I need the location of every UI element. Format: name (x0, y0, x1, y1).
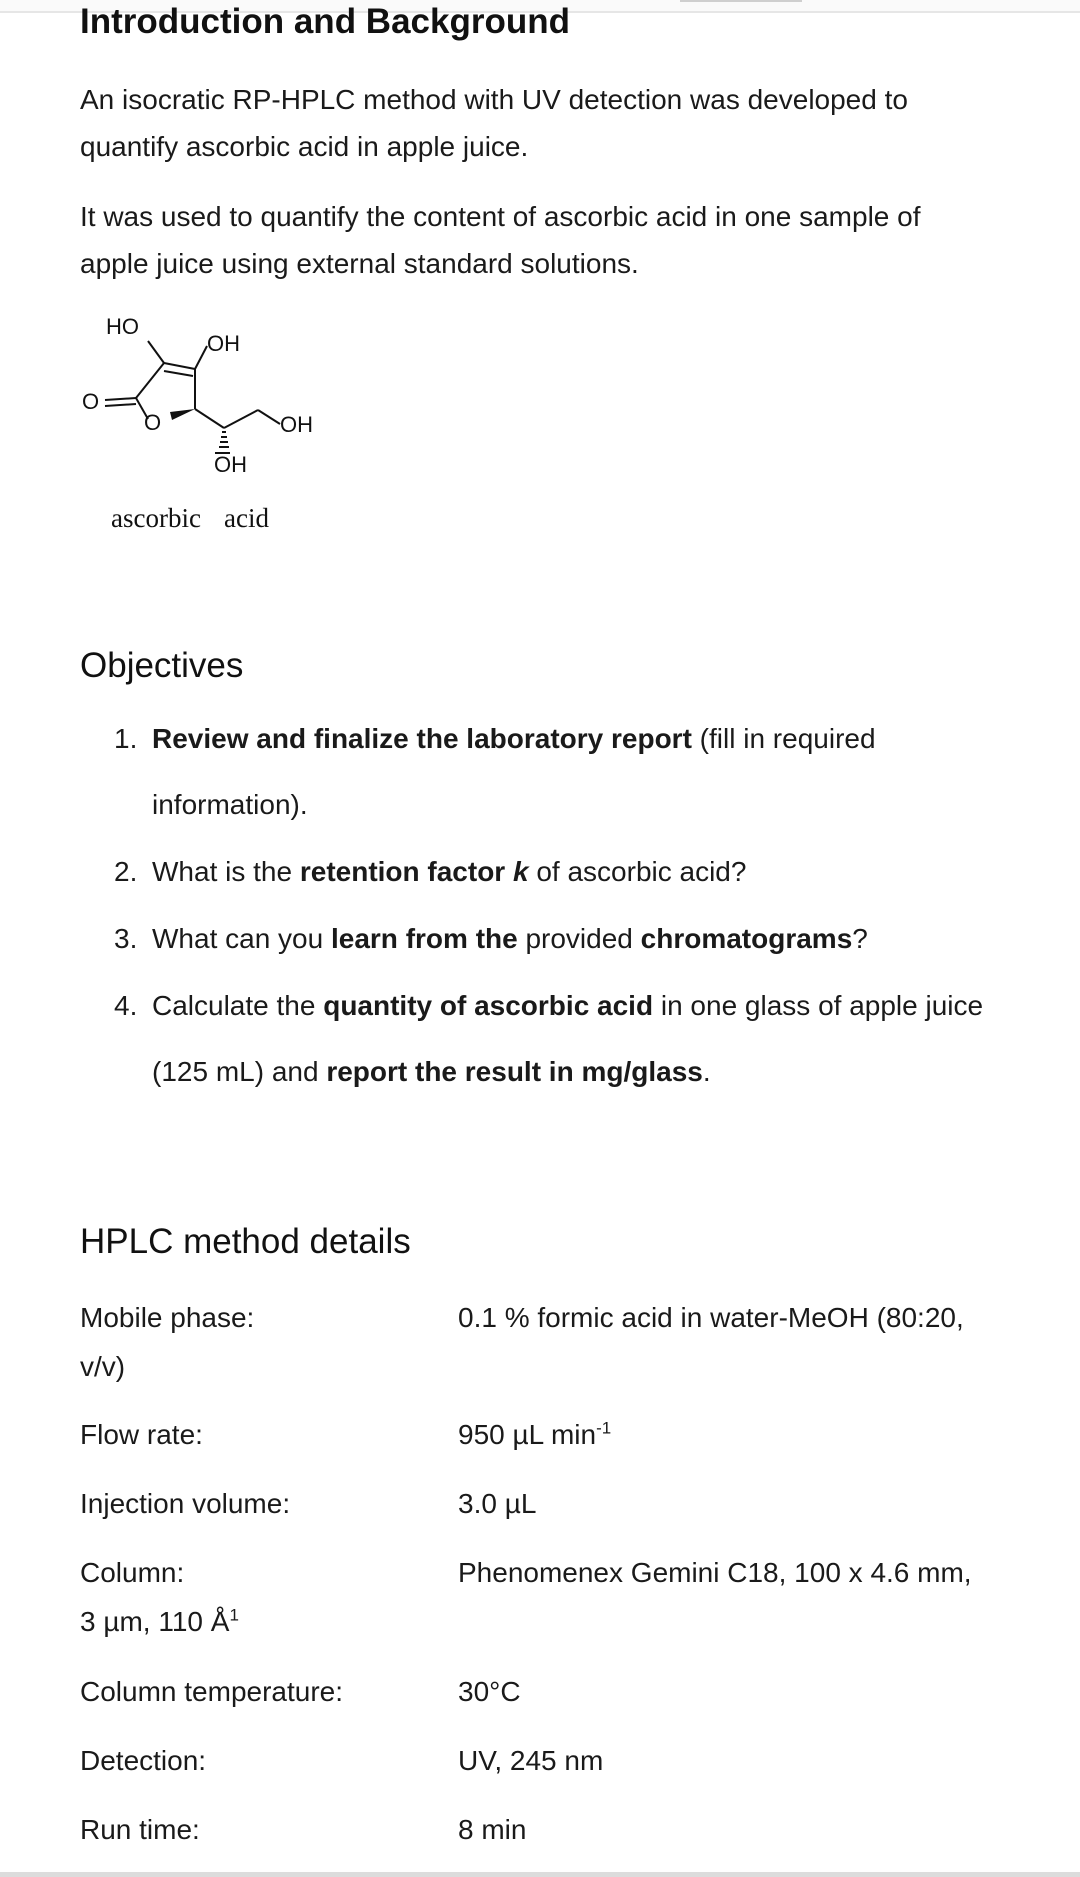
objective-number: 2. (114, 856, 138, 887)
column-label: Column: (80, 1557, 185, 1588)
objective-number: 3. (114, 923, 138, 954)
objectives-heading: Objectives (80, 646, 244, 685)
objective-3-bold-2: chromatograms (640, 923, 853, 954)
injection-volume-label: Injection volume: (80, 1488, 291, 1519)
scroll-handle[interactable] (680, 0, 802, 2)
column-temperature-value: 30°C (458, 1676, 521, 1707)
label-o-ring: O (144, 410, 162, 435)
mobile-phase-label: Mobile phase: (80, 1302, 255, 1333)
objective-1-continuation: information). (152, 789, 308, 820)
objective-2-text-end: of ascorbic acid? (528, 856, 747, 887)
column-value: Phenomenex Gemini C18, 100 x 4.6 mm, (458, 1557, 972, 1588)
objective-3-bold: learn from the (330, 923, 518, 954)
detection-label: Detection: (80, 1745, 207, 1776)
objective-2-k-symbol: k (512, 856, 529, 887)
intro-p1-line2: quantify ascorbic acid in apple juice. (80, 131, 529, 162)
column-value-wrap: 3 µm, 110 Å (80, 1606, 230, 1637)
ascorbic-acid-structure (80, 306, 340, 546)
column-footnote-marker: 1 (229, 1605, 239, 1625)
objective-number: 1. (114, 723, 138, 754)
label-ho: HO (106, 314, 139, 339)
intro-p1-line1: An isocratic RP-HPLC method with UV detection was developed to (80, 84, 908, 115)
objective-4-cont-end: . (702, 1056, 711, 1087)
intro-paragraph-2 (80, 193, 1020, 287)
structure-caption-word2: acid (224, 503, 269, 533)
intro-heading: Introduction and Background (80, 2, 570, 41)
objective-4-cont-text: (125 mL) and (152, 1056, 327, 1087)
objective-4-bold: quantity of ascorbic acid (323, 990, 654, 1021)
structure-caption-word1: ascorbic (111, 503, 201, 533)
mobile-phase-value-wrap: v/v) (80, 1351, 126, 1382)
objective-4-cont-bold: report the result in mg/glass (326, 1056, 703, 1087)
intro-paragraph-1 (80, 76, 1020, 170)
objective-2-text: What is the (152, 856, 300, 887)
detection-value: UV, 245 nm (458, 1745, 604, 1776)
objective-3-text-end: ? (852, 923, 868, 954)
objective-3-text-mid: provided (517, 923, 641, 954)
objective-1-text: (fill in required (691, 723, 876, 754)
objective-4-text: Calculate the (152, 990, 324, 1021)
objective-4-text-end: in one glass of apple juice (653, 990, 984, 1021)
label-oh-side: OH (280, 412, 313, 437)
method-heading: HPLC method details (80, 1222, 411, 1261)
objective-2-bold: retention factor (299, 856, 513, 887)
intro-p2-line1: It was used to quantify the content of ascorbic acid in one sample of (80, 201, 921, 232)
flow-rate-value: 950 µL min (458, 1419, 597, 1450)
injection-volume-value: 3.0 µL (458, 1488, 537, 1519)
objective-3-text: What can you (152, 923, 331, 954)
run-time-label: Run time: (80, 1814, 200, 1845)
label-oh-bottom: OH (214, 452, 247, 477)
label-oh-top: OH (207, 331, 240, 356)
flow-rate-label: Flow rate: (80, 1419, 203, 1450)
intro-p2-line2: apple juice using external standard solutions. (80, 248, 639, 279)
bottom-scroll-edge (0, 1872, 1080, 1877)
run-time-value: 8 min (458, 1814, 527, 1845)
flow-rate-exponent: -1 (596, 1418, 612, 1438)
column-temperature-label: Column temperature: (80, 1676, 344, 1707)
mobile-phase-value: 0.1 % formic acid in water-MeOH (80:20, (458, 1302, 964, 1333)
label-o-carbonyl: O (82, 389, 100, 414)
objective-number: 4. (114, 990, 138, 1021)
objective-1-bold: Review and finalize the laboratory report (152, 723, 692, 754)
